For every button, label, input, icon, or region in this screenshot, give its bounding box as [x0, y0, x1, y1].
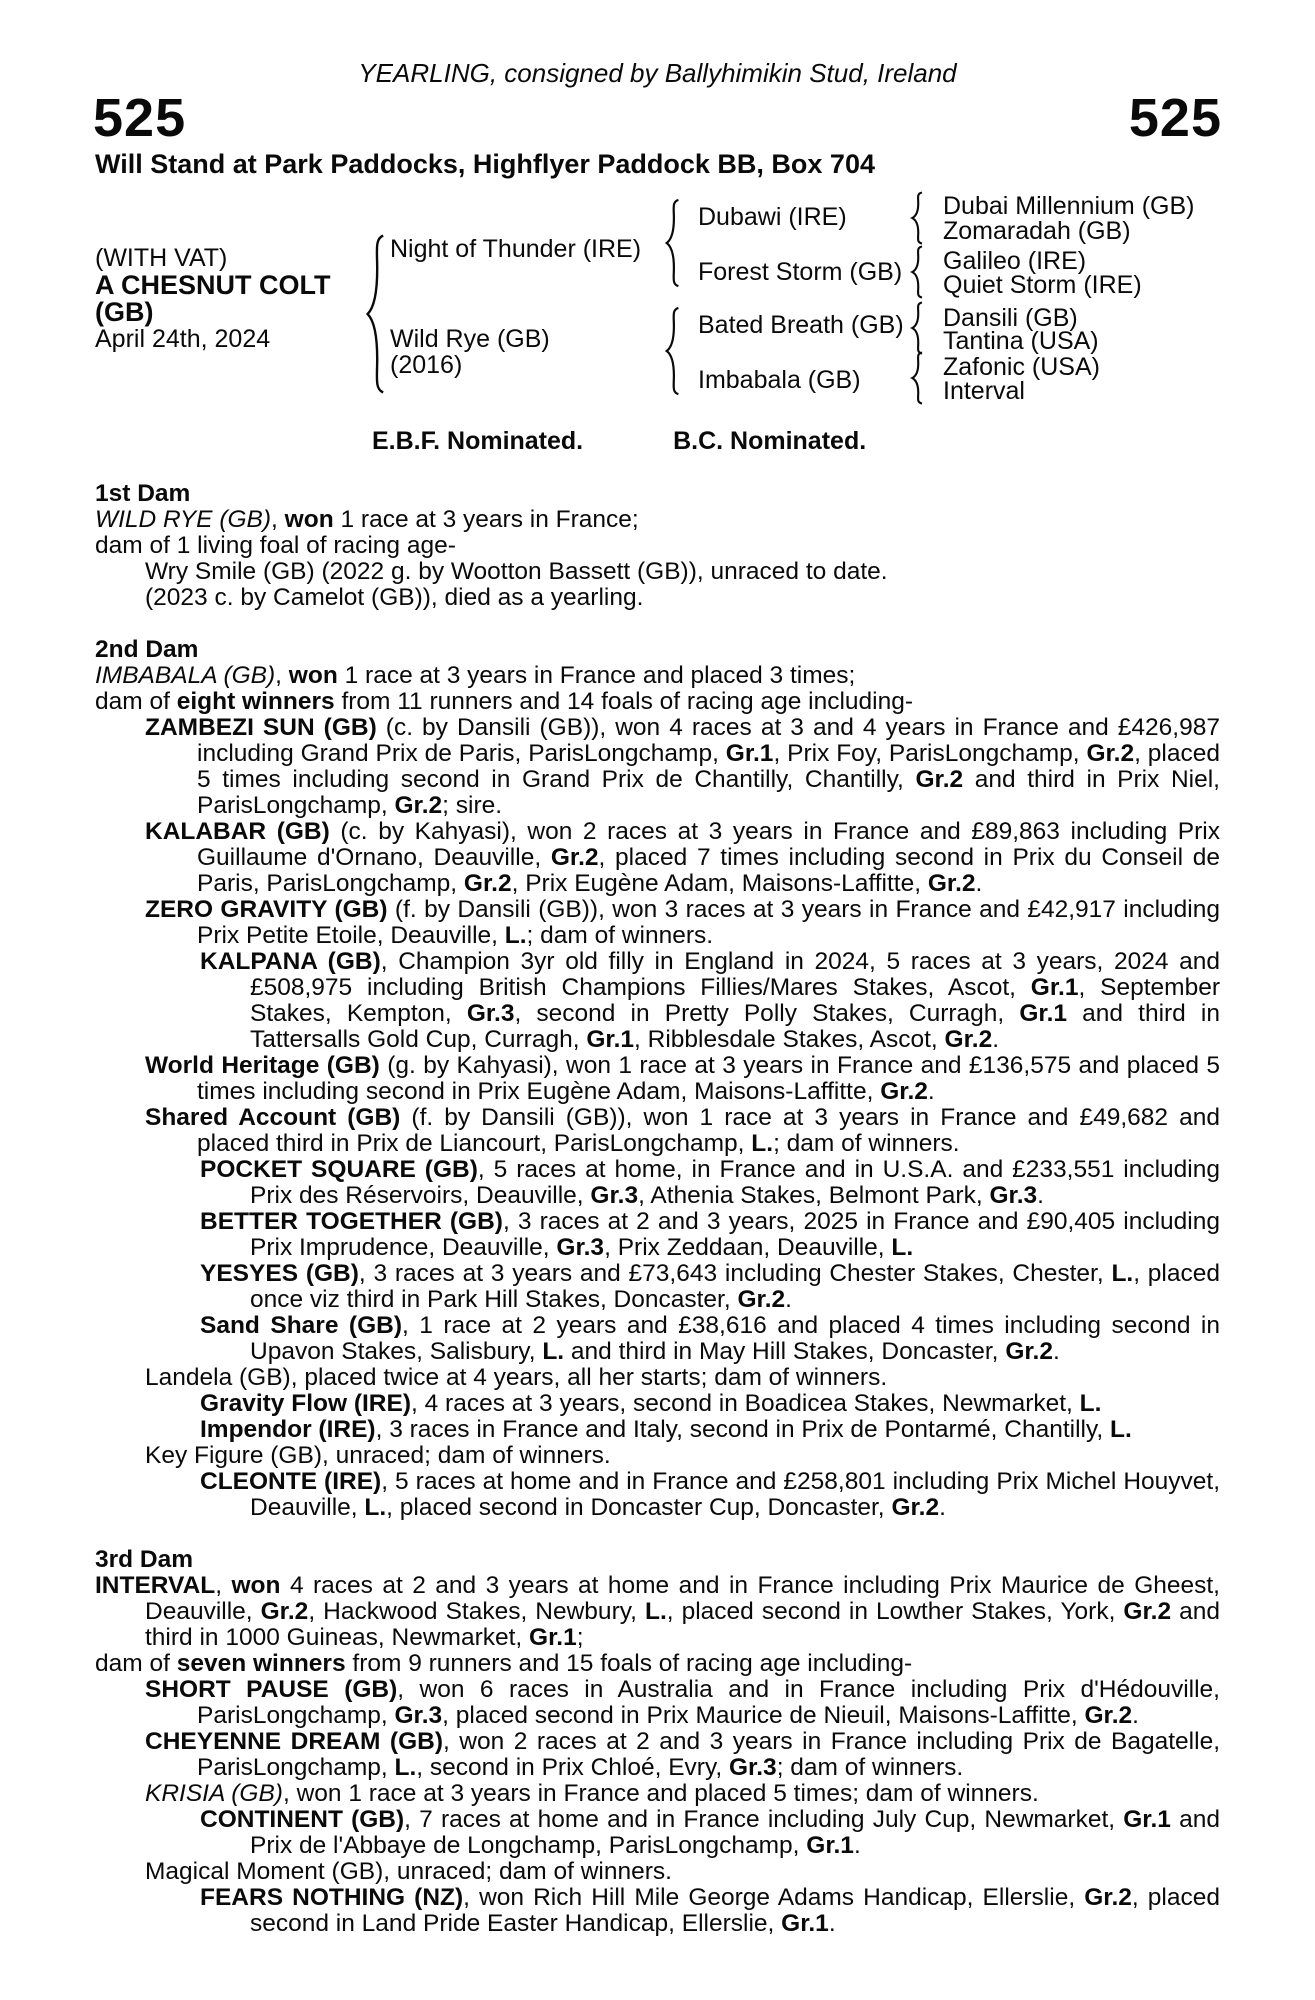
- catalogue-entry: POCKET SQUARE (GB), 5 races at home, in France and in U.S.A. and £233,551 including Prix des Réservoirs, Deauville, Gr.3, Athenia Stakes, Belmont Park, Gr.3.: [200, 1156, 1221, 1209]
- dam-sections: [95, 481, 1220, 1937]
- lot-number-left: 525: [93, 88, 187, 148]
- great-grandparent-name: Dansili (GB): [943, 304, 1078, 332]
- lot-number-row: [0, 90, 1315, 146]
- granddam-name: Forest Storm (GB): [698, 258, 903, 286]
- brace-icon: [664, 199, 682, 287]
- great-grandparent-name: Tantina (USA): [943, 327, 1099, 355]
- dam-block: [390, 326, 550, 378]
- grandsire-name: Dubawi (IRE): [698, 203, 847, 231]
- bc-nominated-label: B.C. Nominated.: [673, 427, 867, 455]
- great-grandparent-name: Quiet Storm (IRE): [943, 271, 1142, 299]
- catalogue-entry: Magical Moment (GB), unraced; dam of winners.: [145, 1858, 672, 1885]
- brace-icon: [364, 234, 388, 394]
- catalogue-entry: ZAMBEZI SUN (GB) (c. by Dansili (GB)), won 4 races at 3 and 4 years in France and £426,987 including Grand Prix de Paris, ParisLongchamp, Gr.1, Prix Foy, ParisLongchamp, Gr.2, placed 5 times including second in Grand Prix de Chantilly, Chantilly, Gr.2 and third in Prix Niel, ParisLongchamp, Gr.2; sire.: [145, 714, 1220, 819]
- subject-suffix: (GB): [95, 297, 154, 327]
- catalogue-entry: Key Figure (GB), unraced; dam of winners.: [145, 1442, 611, 1469]
- catalogue-entry: CONTINENT (GB), 7 races at home and in France including July Cup, Newmarket, Gr.1 and Prix de l'Abbaye de Longchamp, ParisLongchamp, Gr.1.: [200, 1806, 1220, 1859]
- catalogue-entry: Shared Account (GB) (f. by Dansili (GB)), won 1 race at 3 years in France and £49,682 and placed third in Prix de Liancourt, ParisLongchamp, L.; dam of winners.: [145, 1104, 1220, 1157]
- stand-location-line: Will Stand at Park Paddocks, Highflyer Paddock BB, Box 704: [95, 149, 875, 179]
- catalogue-entry: dam of seven winners from 9 runners and 15 foals of racing age including-: [95, 1650, 913, 1677]
- catalogue-entry: KRISIA (GB), won 1 race at 3 years in France and placed 5 times; dam of winners.: [145, 1780, 1039, 1807]
- catalogue-entry: FEARS NOTHING (NZ), won Rich Hill Mile George Adams Handicap, Ellerslie, Gr.2, placed second in Land Pride Easter Handicap, Ellerslie, Gr.1.: [200, 1884, 1221, 1937]
- brace-icon: [910, 302, 925, 354]
- catalogue-entry: CHEYENNE DREAM (GB), won 2 races at 2 and 3 years in France including Prix de Bagatelle, ParisLongchamp, L., second in Prix Chloé, Evry, Gr.3; dam of winners.: [145, 1728, 1221, 1781]
- great-grandparent-name: Interval: [943, 377, 1025, 405]
- catalogue-entry: World Heritage (GB) (g. by Kahyasi), won 1 race at 3 years in France and £136,575 and placed 5 times including second in Prix Eugène Adam, Maisons-Laffitte, Gr.2.: [145, 1052, 1220, 1105]
- catalogue-entry: KALPANA (GB), Champion 3yr old filly in England in 2024, 5 races at 3 years, 2024 and £508,975 including British Champions Fillies/Mares Stakes, Ascot, Gr.1, September Stakes, Kempton, Gr.3, second in Pretty Polly Stakes, Curragh, Gr.1 and third in Tattersalls Gold Cup, Curragh, Gr.1, Ribblesdale Stakes, Ascot, Gr.2.: [200, 948, 1220, 1053]
- grandsire-name: Bated Breath (GB): [698, 311, 904, 339]
- catalogue-entry: CLEONTE (IRE), 5 races at home and in France and £258,801 including Prix Michel Houyvet, Deauville, L., placed second in Doncaster Cup, Doncaster, Gr.2.: [200, 1468, 1220, 1521]
- catalogue-entry: ZERO GRAVITY (GB) (f. by Dansili (GB)), won 3 races at 3 years in France and £42,917 including Prix Petite Etoile, Deauville, L.; dam of winners.: [145, 896, 1220, 949]
- catalogue-entry: INTERVAL, won 4 races at 2 and 3 years at home and in France including Prix Maurice de Gheest, Deauville, Gr.2, Hackwood Stakes, Newbury, L., placed second in Lowther Stakes, York, Gr.2 and third in 1000 Guineas, Newmarket, Gr.1;: [95, 1572, 1221, 1651]
- catalogue-entry: IMBABALA (GB), won 1 race at 3 years in France and placed 3 times;: [95, 662, 856, 689]
- subject-name: A CHESNUT COLT: [95, 270, 331, 300]
- brace-icon: [910, 246, 925, 298]
- nominations-line: [95, 427, 1220, 455]
- consignor-line: YEARLING, consigned by Ballyhimikin Stud, Ireland: [358, 58, 957, 88]
- foaling-date: April 24th, 2024: [95, 325, 271, 353]
- catalogue-entry: BETTER TOGETHER (GB), 3 races at 2 and 3 years, 2025 in France and £90,405 including Prix Imprudence, Deauville, Gr.3, Prix Zeddaan, Deauville, L.: [200, 1208, 1220, 1261]
- ebf-nominated-label: E.B.F. Nominated.: [372, 427, 584, 455]
- great-grandparent-name: Galileo (IRE): [943, 247, 1087, 275]
- subject-block: [95, 245, 331, 353]
- catalogue-entry: dam of eight winners from 11 runners and 14 foals of racing age including-: [95, 688, 913, 715]
- pedigree-chart: [0, 192, 1315, 427]
- brace-icon: [910, 192, 925, 244]
- great-grandparent-name: Zomaradah (GB): [943, 217, 1131, 245]
- dam-year: (2016): [390, 351, 463, 379]
- catalogue-entry: KALABAR (GB) (c. by Kahyasi), won 2 races at 3 years in France and £89,863 including Prix Guillaume d'Ornano, Deauville, Gr.2, placed 7 times including second in Prix du Conseil de Paris, ParisLongchamp, Gr.2, Prix Eugène Adam, Maisons-Laffitte, Gr.2.: [145, 818, 1221, 897]
- brace-icon: [664, 307, 682, 395]
- vat-line: (WITH VAT): [95, 244, 228, 272]
- granddam-name: Imbabala (GB): [698, 366, 861, 394]
- catalogue-entry: dam of 1 living foal of racing age-: [95, 532, 456, 559]
- catalogue-entry: (2023 c. by Camelot (GB)), died as a yearling.: [145, 584, 644, 611]
- lot-number-right: 525: [1128, 88, 1222, 148]
- section-heading: 1st Dam: [95, 480, 191, 507]
- catalogue-entry: WILD RYE (GB), won 1 race at 3 years in France;: [95, 506, 639, 533]
- catalogue-entry: Wry Smile (GB) (2022 g. by Wootton Bassett (GB)), unraced to date.: [145, 558, 888, 585]
- great-grandparent-name: Dubai Millennium (GB): [943, 192, 1195, 220]
- great-grandparent-name: Zafonic (USA): [943, 353, 1100, 381]
- catalogue-entry: Sand Share (GB), 1 race at 2 years and £38,616 and placed 4 times including second in Upavon Stakes, Salisbury, L. and third in May Hill Stakes, Doncaster, Gr.2.: [200, 1312, 1220, 1365]
- dam-name: Wild Rye (GB): [390, 325, 550, 353]
- section-heading: 2nd Dam: [95, 636, 199, 663]
- section-heading: 3rd Dam: [95, 1546, 194, 1573]
- catalogue-entry: SHORT PAUSE (GB), won 6 races in Australia and in France including Prix d'Hédouville, ParisLongchamp, Gr.3, placed second in Prix Maurice de Nieuil, Maisons-Laffitte, Gr.2.: [145, 1676, 1220, 1729]
- catalogue-entry: Landela (GB), placed twice at 4 years, all her starts; dam of winners.: [145, 1364, 888, 1391]
- brace-icon: [910, 352, 925, 404]
- catalogue-entry: Gravity Flow (IRE), 4 races at 3 years, second in Boadicea Stakes, Newmarket, L.: [200, 1390, 1102, 1417]
- sire-name: Night of Thunder (IRE): [390, 235, 642, 263]
- catalogue-entry: Impendor (IRE), 3 races in France and Italy, second in Prix de Pontarmé, Chantilly, L.: [200, 1416, 1132, 1443]
- catalogue-entry: YESYES (GB), 3 races at 3 years and £73,643 including Chester Stakes, Chester, L., placed once viz third in Park Hill Stakes, Doncaster, Gr.2.: [200, 1260, 1220, 1313]
